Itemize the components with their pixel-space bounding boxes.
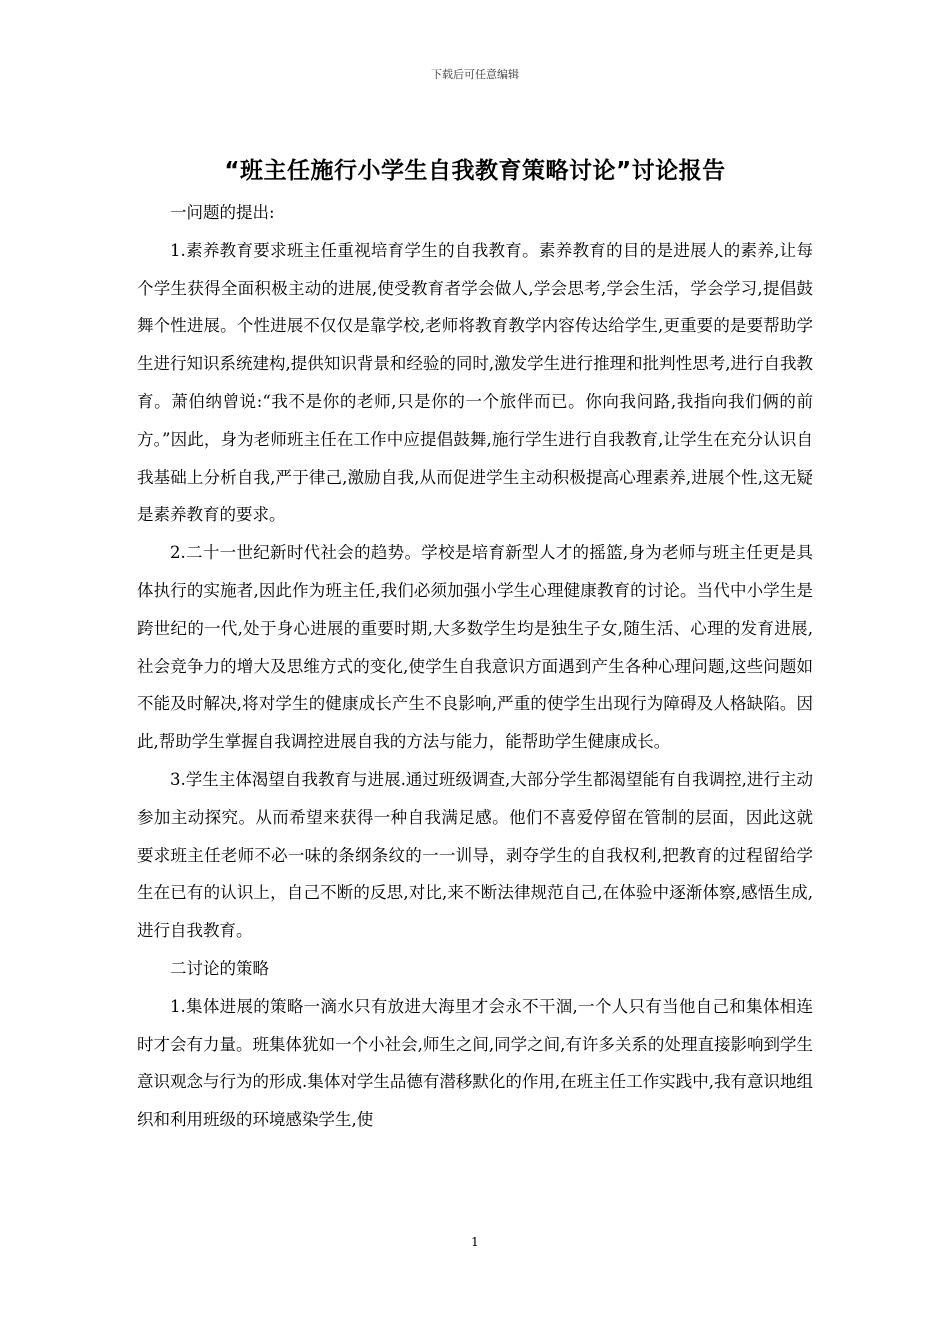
paragraph: 3.学生主体渴望自我教育与进展.通过班级调查,大部分学生都渴望能有自我调控,进行主动参加主动探究。从而希望来获得一种自我满足感。他们不喜爱停留在管制的层面，因此这就要求班主任老师不必一味的条纲条纹的一一训导，剥夺学生的自我权利,把教育的过程留给学生在已有的认识上，自己不断的反思,对比,来不断法律规范自己,在体验中逐渐体察,感悟生成,进行自我教育。 <box>137 769 813 941</box>
document-title: “班主任施行小学生自我教育策略讨论”讨论报告 <box>224 158 726 184</box>
section-heading-problem: 一问题的提出: <box>170 203 275 222</box>
paragraph: 1.素养教育要求班主任重视培育学生的自我教育。素养教育的目的是进展人的素养,让每个学生获得全面积极主动的进展,使受教育者学会做人,学会思考,学会生活，学会学习,提倡鼓舞个性进展。个性进展不仅仅是靠学校,老师将教育教学内容传达给学生,更重要的是要帮助学生进行知识系统建构,提供知识背景和经验的同时,激发学生进行推理和批判性思考,进行自我教育。萧伯纳曾说:“我不是你的老师,只是你的一个旅伴而已。你向我问路,我指向我们俩的前方。”因此，身为老师班主任在工作中应提倡鼓舞,施行学生进行自我教育,让学生在充分认识自我基础上分析自我,严于律己,激励自我,从而促进学生主动积极提高心理素养,进展个性,这无疑是素养教育的要求。 <box>137 240 813 525</box>
page-number: 1 <box>471 1235 479 1249</box>
paragraph: 1.集体进展的策略一滴水只有放进大海里才会永不干涸,一个人只有当他自己和集体相连时才会有力量。班集体犹如一个小社会,师生之间,同学之间,有许多关系的处理直接影响到学生意识观念与行为的形成.集体对学生品德有潜移默化的作用,在班主任工作实践中,我有意识地组织和利用班级的环境感染学生,使 <box>137 996 813 1130</box>
paragraph: 2.二十一世纪新时代社会的趋势。学校是培育新型人才的摇篮,身为老师与班主任更是具体执行的实施者,因此作为班主任,我们必须加强小学生心理健康教育的讨论。当代中小学生是跨世纪的一代,处于身心进展的重要时期,大多数学生均是独生子女,随生活、心理的发育进展,社会竞争力的增大及思维方式的变化,使学生自我意识方面遇到产生各种心理问题,这些问题如不能及时解决,将对学生的健康成长产生不良影响,严重的使学生出现行为障碍及人格缺陷。因此,帮助学生掌握自我调控进展自我的方法与能力，能帮助学生健康成长。 <box>137 543 813 752</box>
section-heading-strategy: 二讨论的策略 <box>170 958 269 978</box>
document-body <box>137 194 813 1139</box>
header-note: 下载后可任意编辑 <box>431 68 519 81</box>
